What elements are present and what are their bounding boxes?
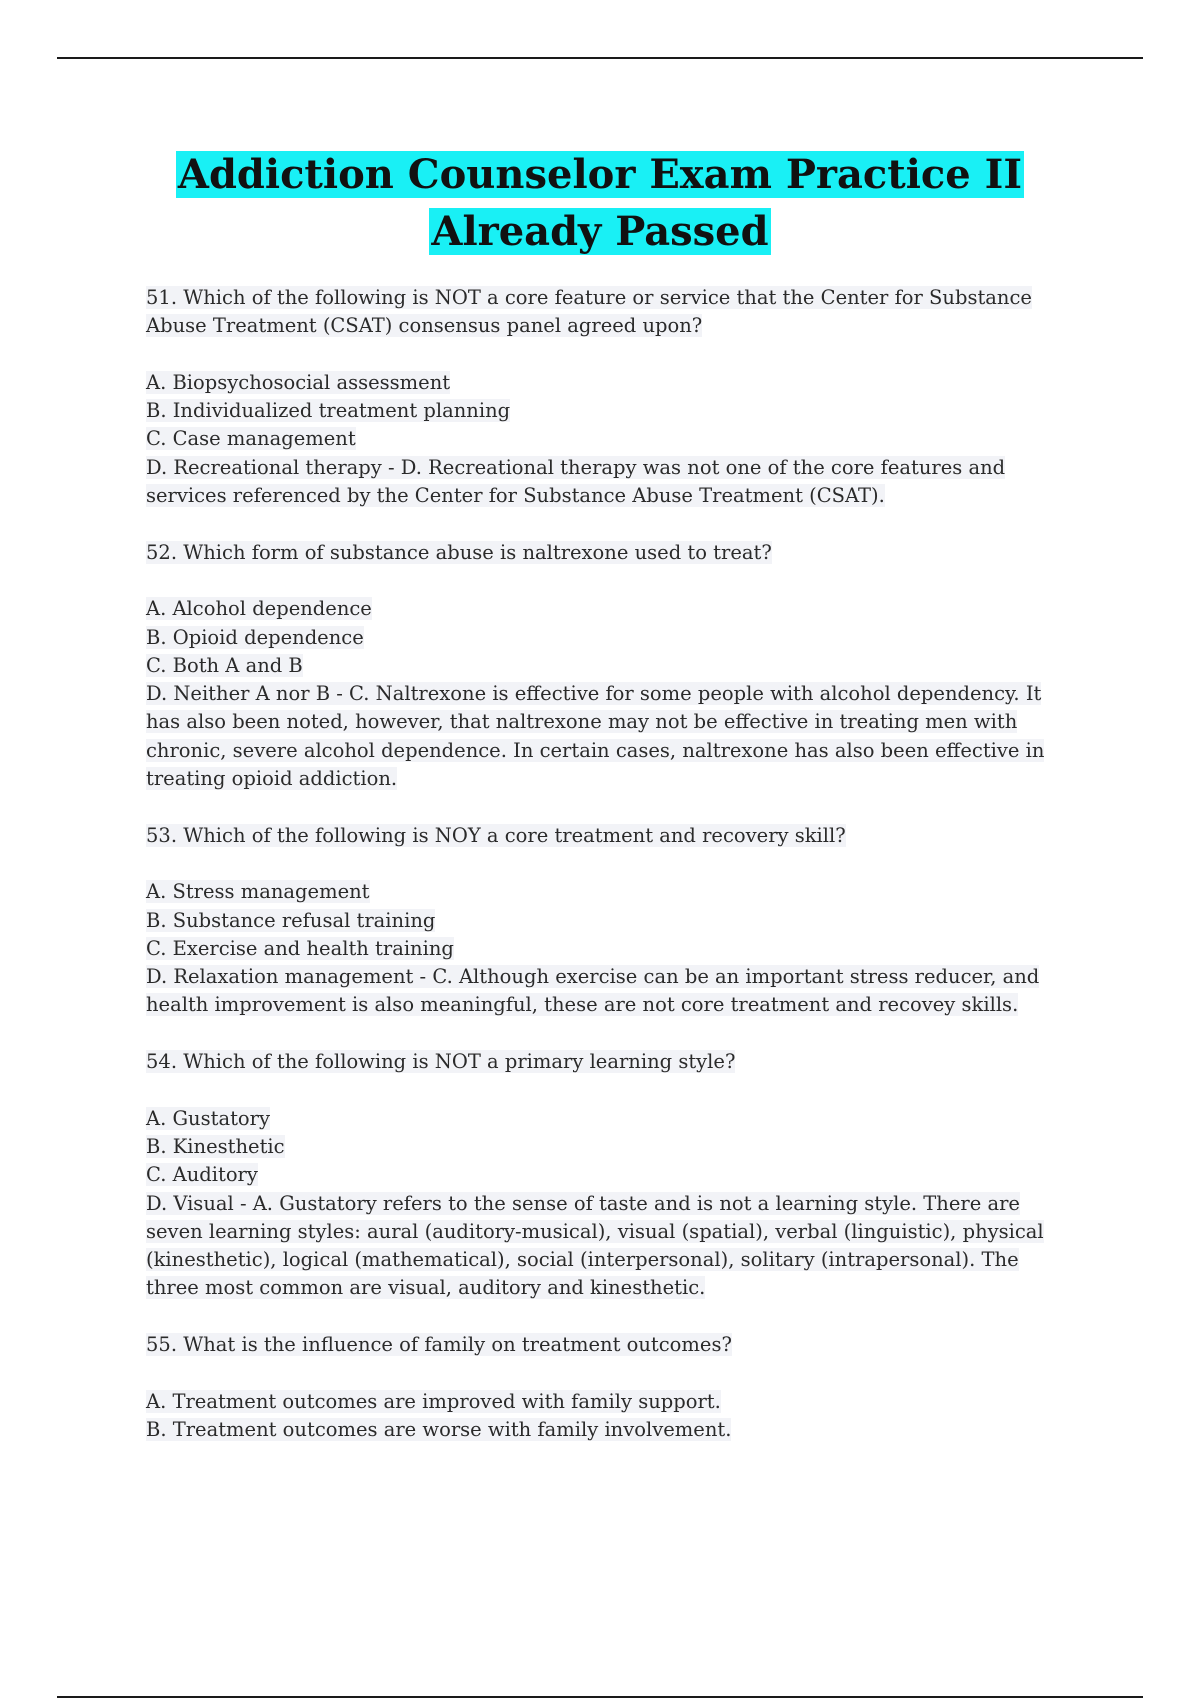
answer-option: A. Stress management bbox=[146, 880, 370, 904]
answer-option: A. Biopsychosocial assessment bbox=[146, 370, 451, 394]
answer-option: A. Gustatory bbox=[146, 1106, 270, 1130]
answer-option: D. Relaxation management - C. Although exercise can be an important stress reducer, and bbox=[146, 965, 1040, 989]
question-list bbox=[146, 284, 1086, 1444]
answer-option: B. Kinesthetic bbox=[146, 1134, 285, 1158]
answer-option: C. Exercise and health training bbox=[146, 936, 454, 960]
question-block-52 bbox=[146, 539, 1086, 822]
answer-explanation: services referenced by the Center for Substance Abuse Treatment (CSAT). bbox=[146, 484, 885, 508]
answer-option: C. Both A and B bbox=[146, 653, 303, 677]
answer-explanation: seven learning styles: aural (auditory-musical), visual (spatial), verbal (linguistic), physical bbox=[146, 1219, 1044, 1243]
answer-option: B. Treatment outcomes are worse with family involvement. bbox=[146, 1417, 732, 1441]
answer-explanation: chronic, severe alcohol dependence. In certain cases, naltrexone has also been effective in bbox=[146, 738, 1045, 762]
answer-option: D. Neither A nor B - C. Naltrexone is effective for some people with alcohol dependency. It bbox=[146, 682, 1042, 706]
document-title bbox=[0, 146, 1200, 260]
answer-option: B. Substance refusal training bbox=[146, 908, 436, 932]
answer-option: D. Recreational therapy - D. Recreational therapy was not one of the core features and bbox=[146, 455, 1006, 479]
answer-explanation: (kinesthetic), logical (mathematical), social (interpersonal), solitary (intrapersonal). The bbox=[146, 1248, 1019, 1272]
question-block-53 bbox=[146, 822, 1086, 1048]
question-text: Abuse Treatment (CSAT) consensus panel agreed upon? bbox=[146, 314, 703, 338]
answer-explanation: three most common are visual, auditory and kinesthetic. bbox=[146, 1276, 706, 1300]
answer-option: D. Visual - A. Gustatory refers to the sense of taste and is not a learning style. There are bbox=[146, 1191, 1020, 1215]
answer-option: A. Alcohol dependence bbox=[146, 597, 372, 621]
question-text: 53. Which of the following is NOY a core treatment and recovery skill? bbox=[146, 823, 846, 847]
answer-option: B. Opioid dependence bbox=[146, 625, 364, 649]
answer-option: C. Auditory bbox=[146, 1163, 258, 1187]
bottom-rule bbox=[57, 1696, 1143, 1698]
question-text: 55. What is the influence of family on treatment outcomes? bbox=[146, 1332, 732, 1356]
answer-explanation: has also been noted, however, that naltrexone may not be effective in treating men with bbox=[146, 710, 1018, 734]
answer-explanation: health improvement is also meaningful, these are not core treatment and recovey skills. bbox=[146, 993, 1019, 1017]
question-text: 54. Which of the following is NOT a primary learning style? bbox=[146, 1050, 736, 1074]
top-rule bbox=[57, 57, 1143, 59]
answer-option: A. Treatment outcomes are improved with family support. bbox=[146, 1389, 721, 1413]
question-block-51 bbox=[146, 284, 1086, 539]
question-text: 51. Which of the following is NOT a core feature or service that the Center for Substance bbox=[146, 286, 1032, 309]
question-block-55 bbox=[146, 1331, 1086, 1444]
answer-option: B. Individualized treatment planning bbox=[146, 399, 511, 423]
title-line-2: Already Passed bbox=[431, 208, 769, 255]
answer-option: C. Case management bbox=[146, 427, 356, 451]
title-line-1: Addiction Counselor Exam Practice II bbox=[177, 151, 1023, 198]
question-text: 52. Which form of substance abuse is naltrexone used to treat? bbox=[146, 540, 772, 564]
question-block-54 bbox=[146, 1048, 1086, 1331]
answer-explanation: treating opioid addiction. bbox=[146, 767, 398, 791]
